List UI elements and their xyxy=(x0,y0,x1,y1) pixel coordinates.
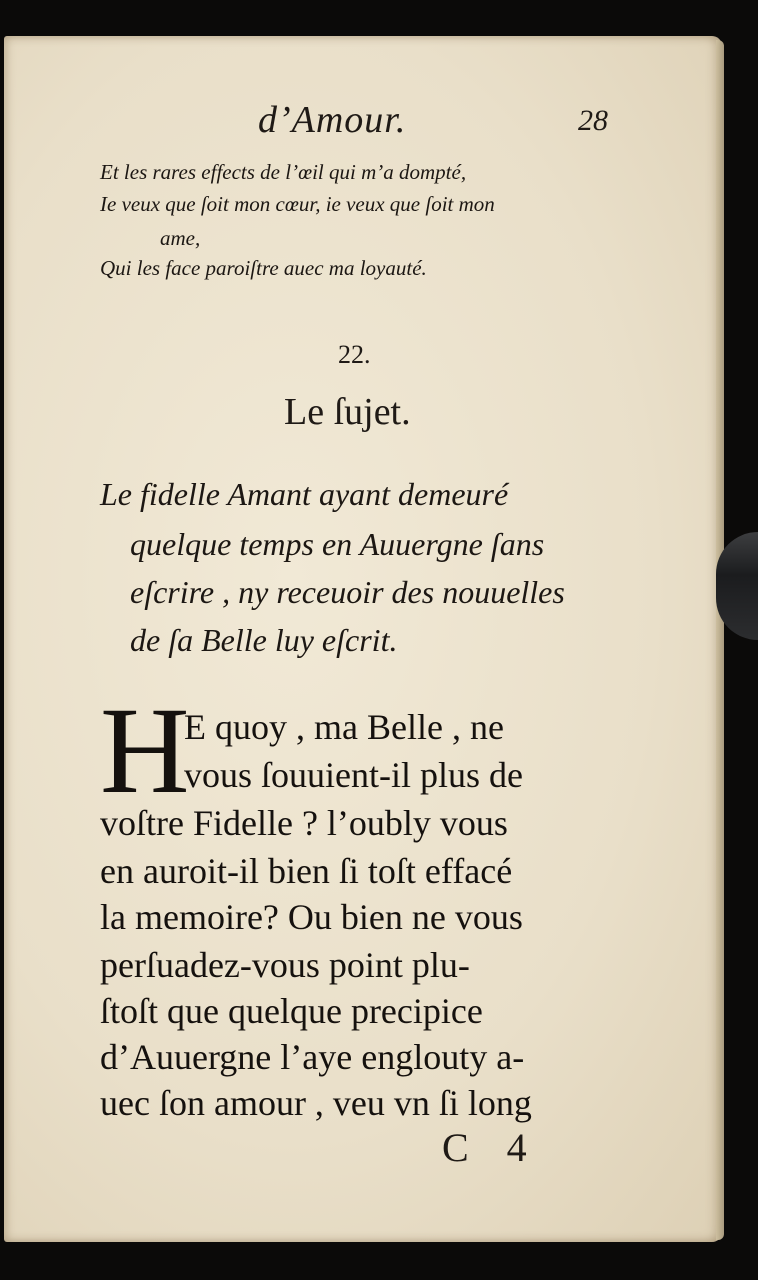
running-head: d’Amour. xyxy=(258,99,407,141)
body-line: la memoire? Ou bien ne vous xyxy=(100,897,523,937)
verse-line: ame, xyxy=(160,226,201,250)
verse-line: Qui les face paroiſtre auec ma loyauté. xyxy=(100,256,427,280)
body-line: uec ſon amour , veu vn ſi long xyxy=(100,1083,532,1123)
verse-line: Ie veux que ſoit mon cœur, ie veux que ſoit mon xyxy=(100,192,495,216)
argument-line: de ſa Belle luy eſcrit. xyxy=(130,622,398,658)
argument-line: eſcrire , ny receuoir des nouuelles xyxy=(130,574,565,610)
signature-mark: C 4 xyxy=(442,1125,541,1170)
drop-cap: H xyxy=(100,682,190,819)
body-line: ſtoſt que quelque precipice xyxy=(100,991,483,1031)
body-line: E quoy , ma Belle , ne xyxy=(184,707,504,747)
section-number: 22. xyxy=(338,340,371,369)
page-edge xyxy=(716,40,724,1240)
section-title: Le ſujet. xyxy=(284,391,411,433)
page-number: 28 xyxy=(578,104,608,137)
body-line: voſtre Fidelle ? l’oubly vous xyxy=(100,803,508,843)
body-line: en auroit-il bien ſi toſt effacé xyxy=(100,851,513,891)
body-line: vous ſouuient-il plus de xyxy=(184,755,523,795)
verse-line: Et les rares effects de l’œil qui m’a dompté, xyxy=(100,160,467,184)
argument-line: quelque temps en Auuergne ſans xyxy=(130,526,545,562)
argument-line: Le fidelle Amant ayant demeuré xyxy=(100,476,509,512)
body-line: d’Auuergne l’aye englouty a- xyxy=(100,1037,525,1077)
body-line: perſuadez-vous point plu- xyxy=(100,945,470,985)
